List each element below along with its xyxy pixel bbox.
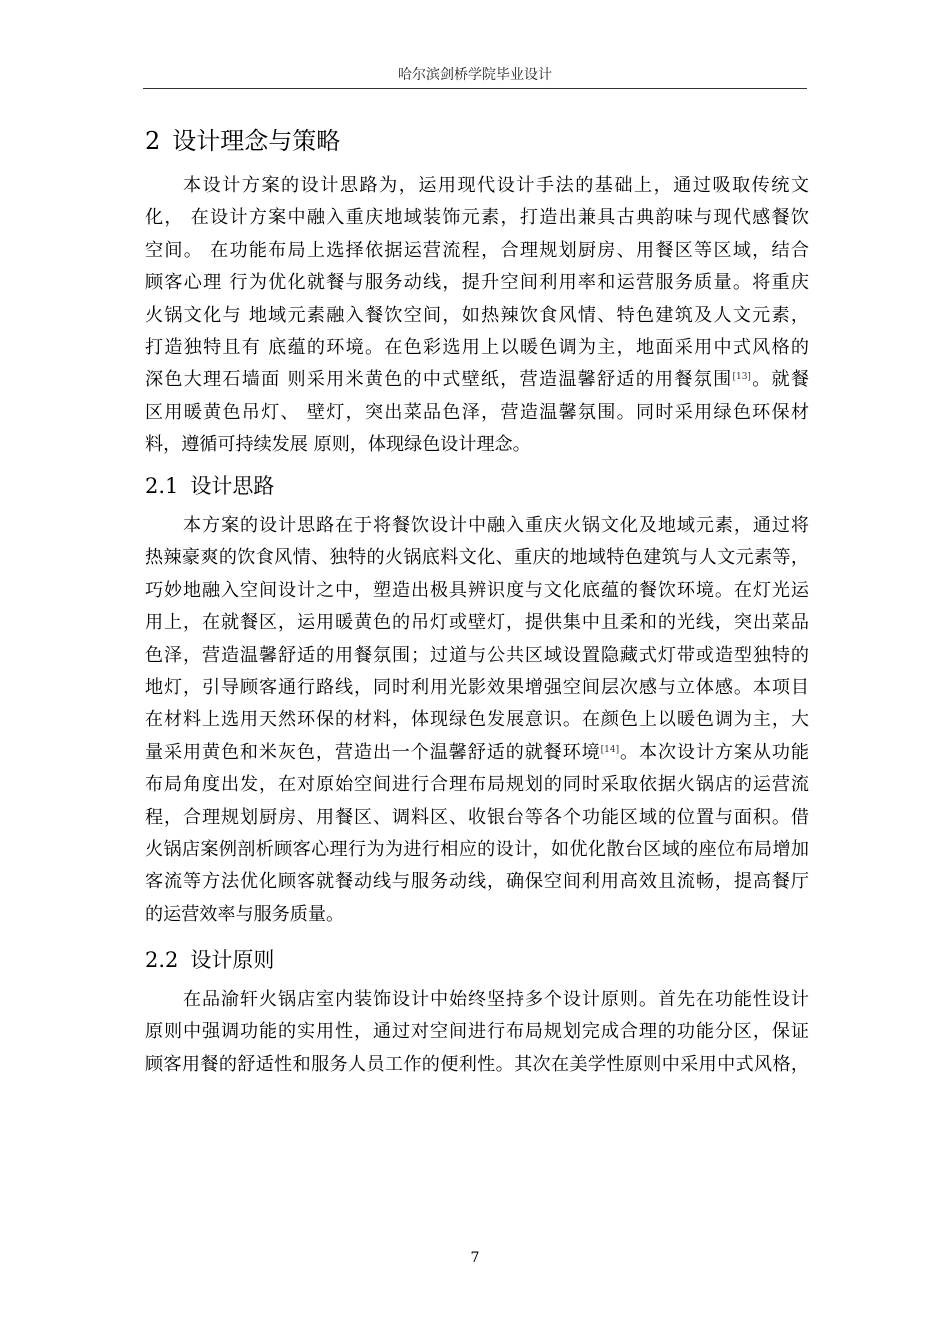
paragraph-line: 在材料上选用天然环保的材料，体现绿色发展意识。在颜色上以暖色调为主，大 bbox=[145, 709, 809, 731]
paragraph-line bbox=[145, 364, 809, 396]
section-title: 设计原则 bbox=[190, 948, 275, 972]
text-run: 量采用黄色和米灰色，营造出一个温馨舒适的就餐环境 bbox=[145, 741, 601, 763]
paragraph-line: 本方案的设计思路在于将餐饮设计中融入重庆火锅文化及地域元素，通过将 bbox=[183, 515, 809, 536]
paragraph-line: 客流等方法优化顾客就餐动线与服务动线，确保空间利用高效且流畅，提高餐厅 bbox=[145, 871, 809, 893]
paragraph-line: 用上，在就餐区，运用暖黄色的吊灯或壁灯，提供集中且柔和的光线，突出菜品 bbox=[145, 612, 809, 634]
paragraph-line: 程，合理规划厨房、用餐区、调料区、收银台等各个功能区域的位置与面积。借 bbox=[145, 806, 809, 828]
paragraph-line: 顾客用餐的舒适性和服务人员工作的便利性。其次在美学性原则中采用中式风格， bbox=[145, 1053, 809, 1075]
paragraph-line: 布局角度出发，在对原始空间进行合理布局规划的同时采取依据火锅店的运营流 bbox=[145, 774, 809, 796]
header-divider bbox=[143, 88, 807, 89]
paragraph-line: 火锅店案例剖析顾客心理行为为进行相应的设计，如优化散台区域的座位布局增加 bbox=[145, 838, 809, 860]
section-number: 2.1 bbox=[145, 474, 179, 498]
paragraph-line: 在品渝轩火锅店室内装饰设计中始终坚持多个设计原则。首先在功能性设计 bbox=[183, 989, 809, 1010]
paragraph-line: 料，遵循可持续发展 原则，体现绿色设计理念。 bbox=[145, 434, 531, 456]
citation-ref: [13] bbox=[732, 372, 751, 383]
paragraph-line bbox=[145, 737, 809, 769]
page-number: 7 bbox=[470, 1250, 480, 1266]
section-2-1-heading bbox=[145, 470, 274, 500]
section-number: 2.2 bbox=[145, 948, 179, 972]
text-run: 。就餐 bbox=[750, 369, 809, 391]
paragraph-1 bbox=[145, 170, 809, 462]
text-run: 。本次设计方案从功能 bbox=[619, 741, 809, 763]
paragraph-2 bbox=[145, 510, 809, 931]
paragraph-line: 区用暖黄色吊灯、 壁灯，突出菜品色泽，营造温馨氛围。同时采用绿色环保材 bbox=[145, 401, 809, 423]
paragraph-line: 空间。 在功能布局上选择依据运营流程，合理规划厨房、用餐区等区域，结合 bbox=[145, 239, 809, 261]
section-title: 设计理念与策略 bbox=[172, 127, 341, 155]
paragraph-line: 的运营效率与服务质量。 bbox=[145, 903, 345, 925]
section-2-2-heading bbox=[145, 944, 274, 974]
section-2-heading bbox=[145, 121, 340, 156]
paragraph-line: 火锅文化与 地域元素融入餐饮空间，如热辣饮食风情、特色建筑及人文元素， bbox=[145, 304, 809, 326]
paragraph-line: 原则中强调功能的实用性，通过对空间进行布局规划完成合理的功能分区，保证 bbox=[145, 1021, 809, 1043]
paragraph-line: 热辣豪爽的饮食风情、独特的火锅底料文化、重庆的地域特色建筑与人文元素等， bbox=[145, 547, 809, 569]
paragraph-3 bbox=[145, 984, 809, 1081]
section-number: 2 bbox=[145, 127, 161, 155]
paragraph-line: 巧妙地融入空间设计之中，塑造出极具辨识度与文化底蕴的餐饮环境。在灯光运 bbox=[145, 579, 809, 601]
paragraph-line: 地灯，引导顾客通行路线，同时利用光影效果增强空间层次感与立体感。本项目 bbox=[145, 676, 809, 698]
paragraph-line: 本设计方案的设计思路为，运用现代设计手法的基础上，通过吸取传统文 bbox=[183, 175, 809, 196]
paragraph-line: 色泽，营造温馨舒适的用餐氛围；过道与公共区域设置隐藏式灯带或造型独特的 bbox=[145, 644, 809, 666]
paragraph-line: 化， 在设计方案中融入重庆地域装饰元素，打造出兼具古典韵味与现代感餐饮 bbox=[145, 207, 809, 229]
page-header-title: 哈尔滨剑桥学院毕业设计 bbox=[398, 67, 552, 83]
citation-ref: [14] bbox=[600, 744, 620, 755]
text-run: 深色大理石墙面 则采用米黄色的中式壁纸，营造温馨舒适的用餐氛围 bbox=[145, 369, 733, 391]
section-title: 设计思路 bbox=[190, 474, 275, 498]
paragraph-line: 顾客心理 行为优化就餐与服务动线，提升空间利用率和运营服务质量。将重庆 bbox=[145, 272, 809, 294]
paragraph-line: 打造独特且有 底蕴的环境。在色彩选用上以暖色调为主，地面采用中式风格的 bbox=[145, 336, 809, 358]
